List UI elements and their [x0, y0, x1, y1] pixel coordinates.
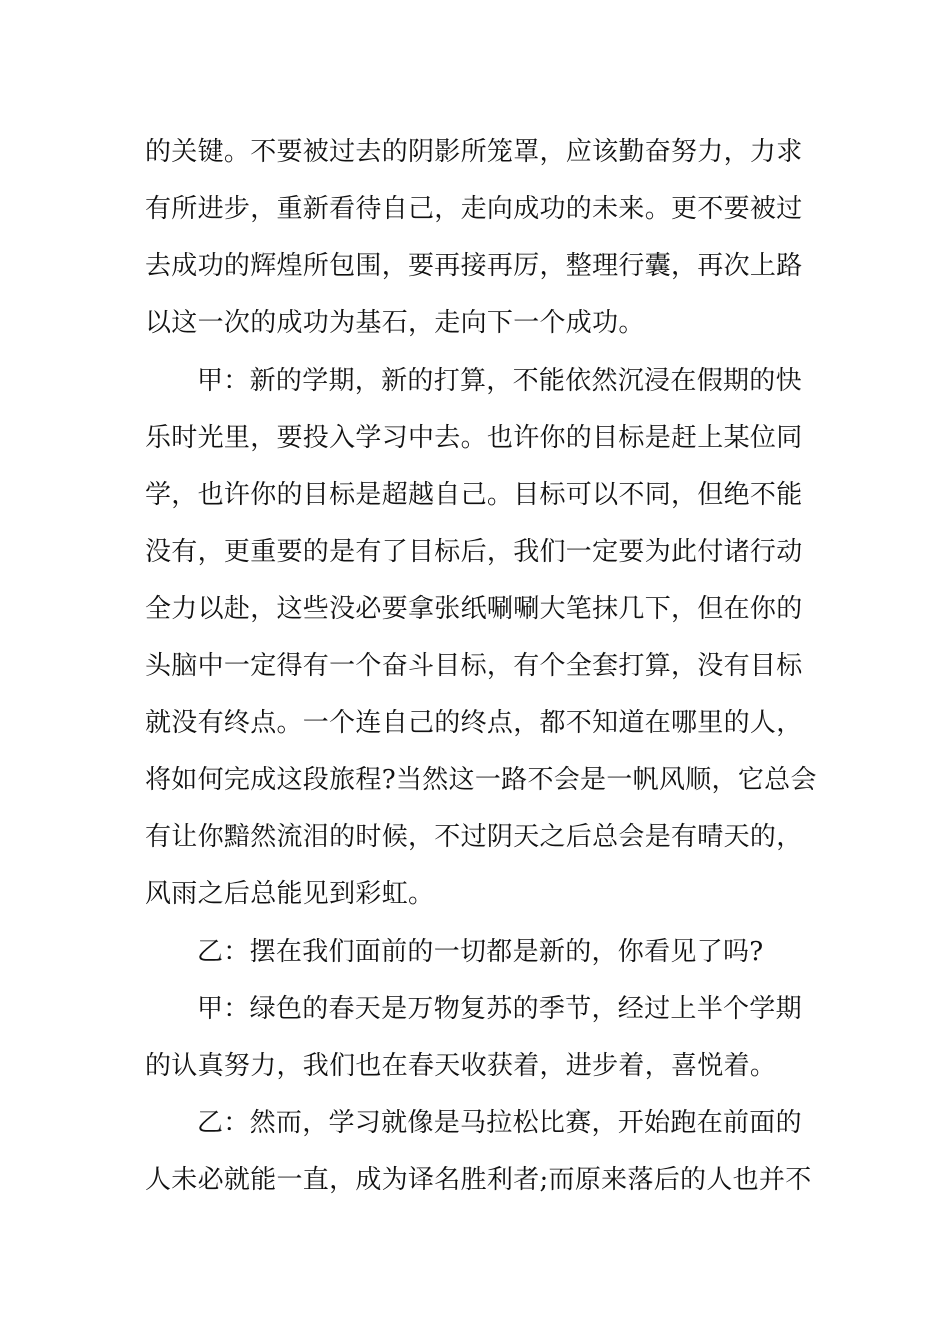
text-line: 有所进步，重新看待自己，走向成功的未来。更不要被过	[145, 194, 803, 224]
text-line: 乙：摆在我们面前的一切都是新的，你看见了吗?	[197, 937, 764, 967]
text-line: 去成功的辉煌所包围，要再接再厉，整理行囊，再次上路	[145, 251, 803, 281]
text-line: 有让你黯然流泪的时候，不过阴天之后总会是有晴天的，	[145, 822, 803, 852]
text-line: 风雨之后总能见到彩虹。	[145, 879, 435, 909]
text-line: 人未必就能一直，成为译名胜利者;而原来落后的人也并不	[145, 1165, 812, 1195]
text-line: 乙：然而，学习就像是马拉松比赛，开始跑在前面的	[197, 1108, 802, 1138]
text-line: 乐时光里，要投入学习中去。也许你的目标是赶上某位同	[145, 423, 803, 453]
text-line: 以这一次的成功为基石，走向下一个成功。	[145, 308, 645, 338]
text-line: 全力以赴，这些没必要拿张纸唰唰大笔抹几下，但在你的	[145, 594, 803, 624]
text-line: 学，也许你的目标是超越自己。目标可以不同，但绝不能	[145, 480, 803, 510]
text-line: 头脑中一定得有一个奋斗目标，有个全套打算，没有目标	[145, 651, 803, 681]
text-line: 的认真努力，我们也在春天收获着，进步着，喜悦着。	[145, 1051, 777, 1081]
text-line: 甲：新的学期，新的打算，不能依然沉浸在假期的快	[197, 366, 802, 396]
text-line: 就没有终点。一个连自己的终点，都不知道在哪里的人，	[145, 708, 803, 738]
text-line: 将如何完成这段旅程?当然这一路不会是一帆风顺，它总会	[145, 765, 817, 795]
text-line: 没有，更重要的是有了目标后，我们一定要为此付诸行动	[145, 537, 803, 567]
text-line: 的关键。不要被过去的阴影所笼罩，应该勤奋努力，力求	[145, 137, 803, 167]
text-line: 甲：绿色的春天是万物复苏的季节，经过上半个学期	[197, 994, 802, 1024]
